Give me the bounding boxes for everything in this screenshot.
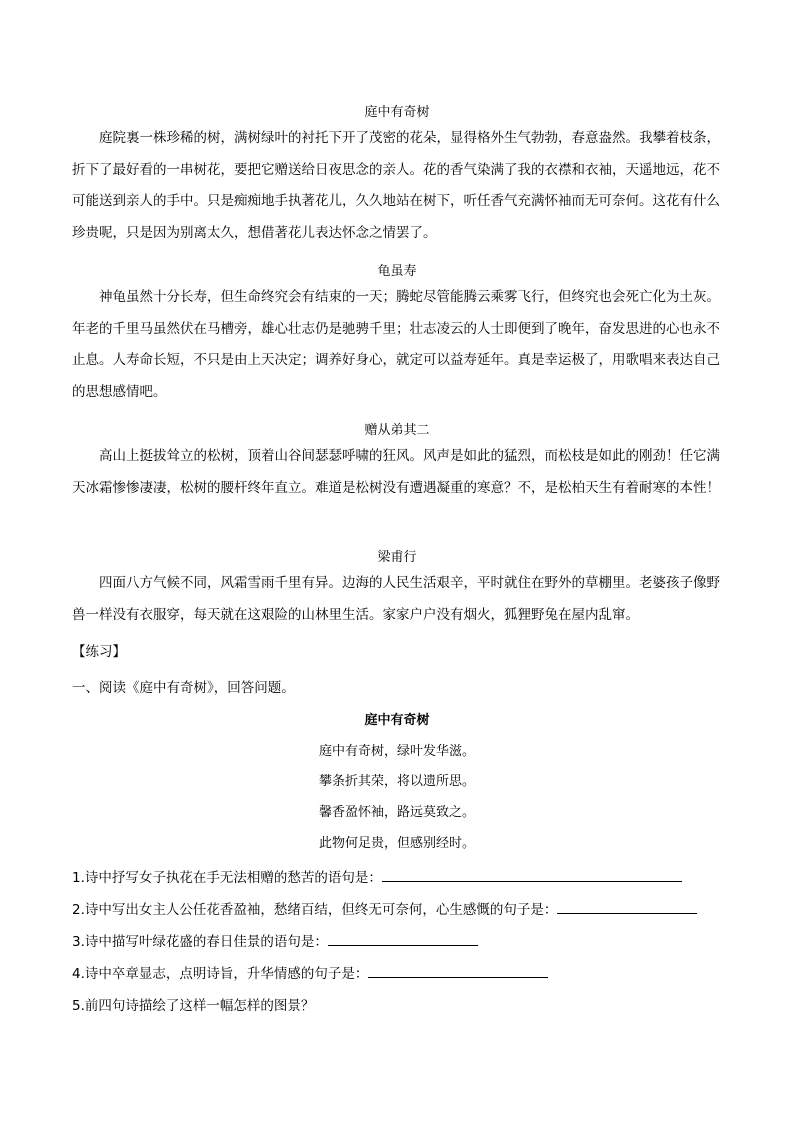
question-1 [72, 866, 682, 886]
poem-line: 庭中有奇树，绿叶发华滋。 [318, 744, 475, 759]
answer-blank[interactable] [368, 963, 548, 978]
poem-line: 攀条折其荣，将以遗所思。 [318, 774, 475, 789]
question-text: 5.前四句诗描绘了这样一幅怎样的图景？ [72, 998, 315, 1014]
poem-line: 此物何足贵，但感别经时。 [318, 836, 475, 851]
section-title: 龟虽寿 [377, 264, 417, 279]
answer-blank[interactable] [328, 931, 478, 946]
exercise-heading: 【练习】 [72, 644, 126, 660]
section-paragraph: 高山上挺拔耸立的松树，顶着山谷间瑟瑟呼啸的狂风。风声是如此的猛烈，而松枝是如此的刚劲！任它满天冰霜惨惨凄凄，松树的腰杆终年直立。难道是松树没有遭遇凝重的寒意？不，是松柏天生有着耐寒的本性！ [72, 448, 720, 496]
question-5 [72, 994, 314, 1014]
question-text: 4.诗中卒章显志，点明诗旨，升华情感的句子是： [72, 966, 369, 982]
poem-line: 馨香盈怀袖，路远莫致之。 [318, 805, 475, 820]
section-title: 赠从弟其二 [364, 423, 430, 438]
section-paragraph: 庭院裏一株珍稀的树，满树绿叶的衬托下开了茂密的花朵，显得格外生气勃勃，春意盎然。我攀着枝条，折下了最好看的一串树花，要把它赠送给日夜思念的亲人。花的香气染满了我的衣襟和衣袖，天遥地远，花不可能送到亲人的手中。只是痴痴地手执著花儿，久久地站在树下，听任香气充满怀袖而无可奈何。这花有什么珍贵呢，只是因为别离太久，想借著花儿表达怀念之情罢了。 [72, 130, 720, 241]
section-paragraph: 神龟虽然十分长寿，但生命终究会有结束的一天；腾蛇尽管能腾云乘雾飞行，但终究也会死亡化为土灰。年老的千里马虽然伏在马槽旁，雄心壮志仍是驰骋千里；壮志凌云的人士即便到了晚年，奋发思进的心也永不止息。人寿命长短，不只是由上天决定；调养好身心，就定可以益寿延年。真是幸运极了，用歌唱来表达自己的思想感情吧。 [72, 289, 720, 400]
section-title: 梁甫行 [377, 550, 417, 565]
question-4 [72, 962, 548, 982]
section-title: 庭中有奇树 [364, 105, 430, 120]
question-2 [72, 898, 697, 918]
answer-blank[interactable] [382, 867, 682, 882]
question-text: 2.诗中写出女主人公任花香盈袖，愁绪百结，但终无可奈何，心生感慨的句子是： [72, 902, 558, 918]
exercise-instruction: 一、阅读《庭中有奇树》，回答问题。 [72, 680, 295, 696]
section-paragraph: 四面八方气候不同，风霜雪雨千里有异。边海的人民生活艰辛，平时就住在野外的草棚里。老婆孩子像野兽一样没有衣服穿，每天就在这艰险的山林里生活。家家户户没有烟火，狐狸野兔在屋内乱窜。 [72, 575, 720, 623]
question-text: 3.诗中描写叶绿花盛的春日佳景的语句是： [72, 934, 328, 950]
answer-blank[interactable] [557, 899, 697, 914]
question-3 [72, 930, 478, 950]
poem-title: 庭中有奇树 [364, 713, 430, 728]
question-text: 1.诗中抒写女子执花在手无法相赠的愁苦的语句是： [72, 870, 382, 886]
